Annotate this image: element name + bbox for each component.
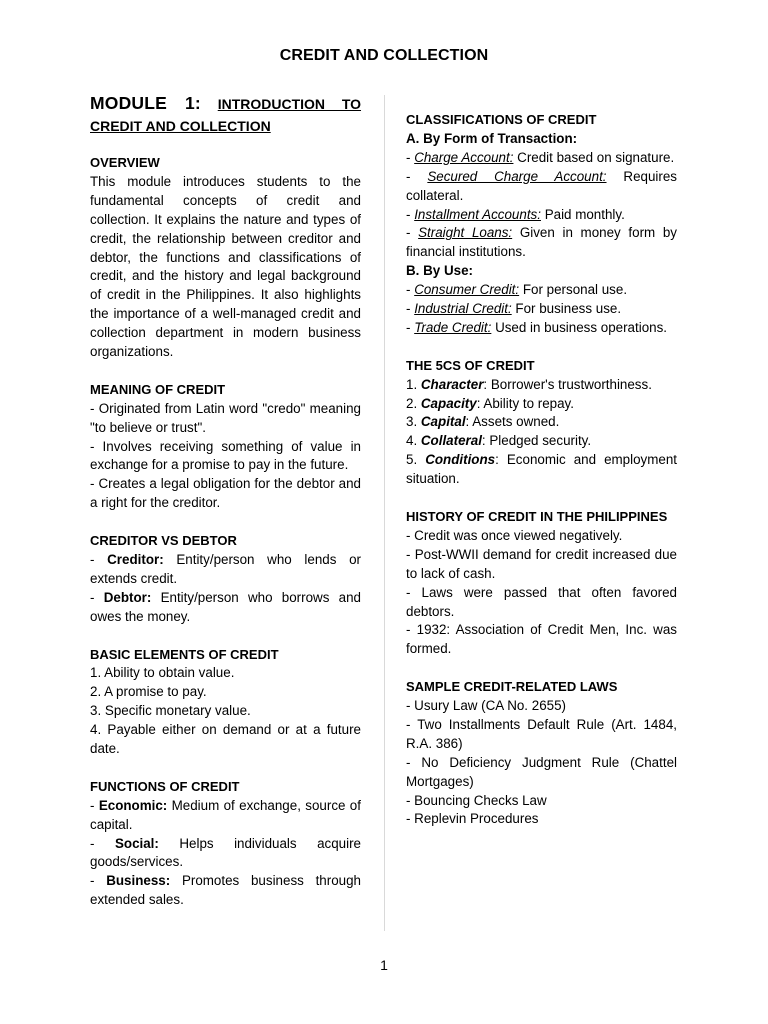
classifications-heading: CLASSIFICATIONS OF CREDIT [406,112,597,127]
classification-item: - Installment Accounts: Paid monthly. [406,206,625,222]
history-item: - Credit was once viewed negatively. [406,527,623,543]
element-item: 4. Payable either on demand or at a future date. [90,722,361,757]
elements-heading: BASIC ELEMENTS OF CREDIT [90,646,279,662]
classification-item: - Trade Credit: Used in business operations. [406,319,668,335]
term-label: Conditions [425,452,496,468]
element-item: 3. Specific monetary value. [90,703,251,719]
law-item: - Two Installments Default Rule (Art. 1484, R.A. 386) [406,716,677,751]
term-label: Business: [106,873,171,889]
term-label: Economic: [98,797,168,813]
term-label: Industrial Credit: [414,301,512,317]
five-cs-item: 1. Character: Borrower's trustworthiness. [406,376,652,392]
overview-heading: OVERVIEW [90,155,160,170]
term-label: Character [420,376,484,392]
law-item: - Usury Law (CA No. 2655) [406,698,567,714]
element-item: 2. A promise to pay. [90,684,207,700]
term-label: Collateral [420,433,482,449]
history-item: - Post-WWII demand for credit increased due to lack of cash. [406,546,677,581]
term-label: Creditor: [107,552,164,567]
history-item: - Laws were passed that often favored debtors. [406,584,677,619]
column-divider [384,95,385,931]
creditor-item: - Creditor: Entity/person who lends or extends credit. [90,552,361,586]
classification-item: - Straight Loans: Given in money form by financial institutions. [406,225,677,260]
by-use-subheading: B. By Use: [406,263,473,279]
term-label: Secured Charge Account: [427,168,607,184]
history-heading: HISTORY OF CREDIT IN THE PHILIPPINES [406,509,668,524]
meaning-item: - Originated from Latin word "credo" meaning "to believe or trust". [90,400,361,435]
term-label: Installment Accounts: [414,206,541,222]
term-label: Straight Loans: [418,225,513,241]
overview-text: This module introduces students to the fundamental concepts of credit and collection. It explains the nature and types of credit, the relationship between creditor and debtor, the functions and classifications of credit, and the history and legal background of credit in the Philippines. It also highlights the importance of a well-managed credit and collection department in modern business organizations. [90,173,361,360]
module-title: INTRODUCTION TO CREDIT AND COLLECTION [90,96,362,134]
law-item: - Bouncing Checks Law [406,792,547,808]
debtor-item: - Debtor: Entity/person who borrows and owes the money. [90,589,361,624]
function-item: - Social: Helps individuals acquire goods/services. [90,835,361,870]
function-item: - Business: Promotes business through extended sales. [90,873,361,908]
term-label: Social: [114,835,159,851]
law-item: - Replevin Procedures [406,811,539,827]
term-label: Debtor: [103,589,152,605]
five-cs-item: 3. Capital: Assets owned. [406,414,560,430]
meaning-item: - Involves receiving something of value in exchange for a promise to pay in the future. [90,438,361,473]
creditor-debtor-heading: CREDITOR VS DEBTOR [90,533,237,549]
history-item: - 1932: Association of Credit Men, Inc. was formed. [406,622,677,657]
five-cs-item: 4. Collateral: Pledged security. [406,433,592,449]
right-column [406,111,677,829]
five-cs-item: 5. Conditions: Economic and employment situation. [406,452,678,487]
classification-item: - Secured Charge Account: Requires collateral. [406,168,677,203]
term-label: Capital [420,414,466,430]
classification-item: - Consumer Credit: For personal use. [406,282,628,298]
laws-heading: SAMPLE CREDIT-RELATED LAWS [406,679,618,695]
document-title: CREDIT AND COLLECTION [279,47,489,64]
classification-item: - Industrial Credit: For business use. [406,301,622,317]
term-label: Capacity [420,395,477,411]
module-heading [90,92,361,137]
page-number: 1 [380,957,388,973]
law-item: - No Deficiency Judgment Rule (Chattel Mortgages) [406,754,677,789]
classification-item: - Charge Account: Credit based on signature. [406,149,675,165]
element-item: 1. Ability to obtain value. [90,665,235,681]
five-cs-item: 2. Capacity: Ability to repay. [406,395,574,411]
form-of-transaction-subheading: A. By Form of Transaction: [406,130,578,146]
function-item: - Economic: Medium of exchange, source of capital. [90,797,361,832]
meaning-item: - Creates a legal obligation for the debtor and a right for the creditor. [90,476,361,511]
left-column [90,92,361,910]
term-label: Charge Account: [414,149,514,165]
term-label: Trade Credit: [414,319,492,335]
term-label: Consumer Credit: [414,282,520,298]
module-label: MODULE 1: [90,93,201,113]
five-cs-heading: THE 5CS OF CREDIT [406,357,535,373]
meaning-heading: MEANING OF CREDIT [90,381,226,397]
functions-heading: FUNCTIONS OF CREDIT [90,778,240,794]
